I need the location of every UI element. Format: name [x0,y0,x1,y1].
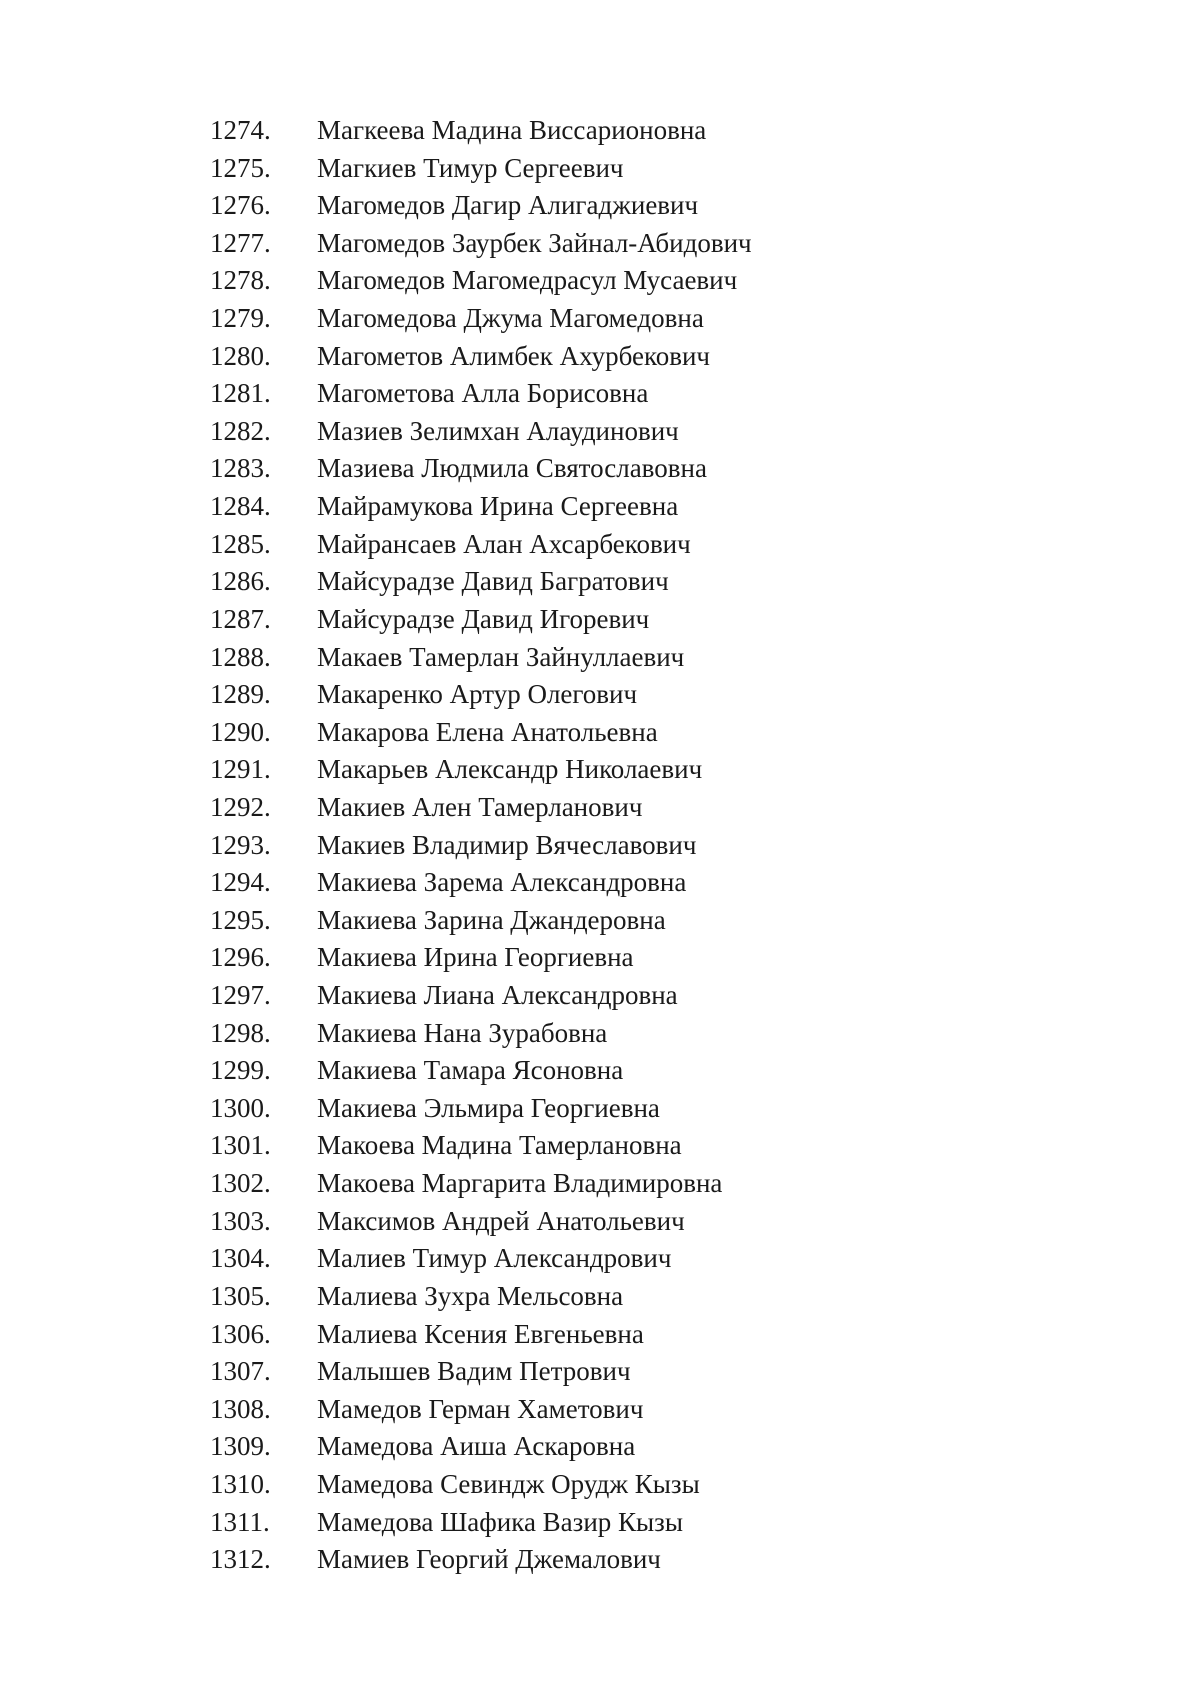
item-number: 1288. [210,641,271,672]
item-number: 1302. [210,1168,271,1199]
item-full-name: Макиева Нана Зурабовна [317,1017,608,1048]
item-number: 1287. [210,603,271,634]
item-number: 1292. [210,791,271,822]
item-full-name: Макаренко Артур Олегович [317,679,638,710]
item-number: 1298. [210,1017,271,1048]
list-item [0,1278,752,1316]
item-number: 1277. [210,227,271,258]
item-number: 1276. [210,190,271,221]
item-full-name: Макарьев Александр Николаевич [317,754,703,785]
list-item [0,1203,752,1241]
item-number: 1283. [210,453,271,484]
item-number: 1299. [210,1055,271,1086]
item-number: 1294. [210,867,271,898]
list-item [0,413,752,451]
item-full-name: Макиева Зарема Александровна [317,867,687,898]
list-item [0,1428,752,1466]
list-item [0,751,752,789]
item-number: 1300. [210,1092,271,1123]
item-full-name: Магометова Алла Борисовна [317,378,649,409]
item-number: 1286. [210,566,271,597]
item-number: 1280. [210,340,271,371]
list-item [0,939,752,977]
item-number: 1274. [210,115,271,145]
item-number: 1296. [210,942,271,973]
item-number: 1278. [210,265,271,296]
item-full-name: Макоева Маргарита Владимировна [317,1168,723,1199]
item-full-name: Мамедова Севиндж Орудж Кызы [317,1468,700,1499]
list-item [0,1127,752,1165]
item-full-name: Макиева Зарина Джандеровна [317,904,666,935]
item-full-name: Майсурадзе Давид Игоревич [317,603,650,634]
item-full-name: Макиева Тамара Ясоновна [317,1055,624,1086]
item-full-name: Макиев Владимир Вячеславович [317,829,697,860]
item-number: 1305. [210,1280,271,1311]
list-item [0,1466,752,1504]
list-item [0,827,752,865]
list-item [0,1240,752,1278]
item-number: 1279. [210,303,271,334]
list-item [0,300,752,338]
list-item [0,187,752,225]
item-number: 1295. [210,904,271,935]
list-item [0,676,752,714]
item-number: 1306. [210,1318,271,1349]
item-number: 1275. [210,152,271,183]
list-item [0,1090,752,1128]
list-item [0,789,752,827]
item-full-name: Мамедова Шафика Вазир Кызы [317,1506,683,1537]
list-item [0,714,752,752]
item-full-name: Макарова Елена Анатольевна [317,716,658,747]
item-full-name: Мазиева Людмила Святославовна [317,453,707,484]
item-number: 1293. [210,829,271,860]
item-number: 1281. [210,378,271,409]
item-full-name: Макиев Ален Тамерланович [317,791,643,822]
list-item [0,112,752,150]
item-full-name: Малышев Вадим Петрович [317,1356,631,1387]
item-full-name: Малиева Ксения Евгеньевна [317,1318,644,1349]
list-item [0,864,752,902]
item-full-name: Магкиев Тимур Сергеевич [317,152,624,183]
list-item [0,902,752,940]
item-number: 1285. [210,528,271,559]
list-item [0,563,752,601]
numbered-name-list [0,112,752,1579]
list-item [0,262,752,300]
item-number: 1289. [210,679,271,710]
item-number: 1310. [210,1468,271,1499]
item-number: 1312. [210,1544,271,1575]
list-item [0,375,752,413]
item-number: 1297. [210,980,271,1011]
item-number: 1303. [210,1205,271,1236]
item-number: 1291. [210,754,271,785]
item-number: 1308. [210,1393,271,1424]
item-number: 1311. [210,1506,270,1537]
item-full-name: Магомедов Магомедрасул Мусаевич [317,265,738,296]
list-item [0,488,752,526]
item-full-name: Магомедов Дагир Алигаджиевич [317,190,699,221]
item-full-name: Мамедова Аиша Аскаровна [317,1431,636,1462]
item-full-name: Магомедов Заурбек Зайнал-Абидович [317,227,752,258]
item-number: 1301. [210,1130,271,1161]
list-item [0,1391,752,1429]
item-full-name: Макоева Мадина Тамерлановна [317,1130,682,1161]
item-number: 1304. [210,1243,271,1274]
item-full-name: Майсурадзе Давид Багратович [317,566,669,597]
list-item [0,1015,752,1053]
list-item [0,1316,752,1354]
item-number: 1309. [210,1431,271,1462]
item-full-name: Магометов Алимбек Ахурбекович [317,340,710,371]
item-full-name: Максимов Андрей Анатольевич [317,1205,685,1236]
item-full-name: Магомедова Джума Магомедовна [317,303,704,334]
item-full-name: Макаев Тамерлан Зайнуллаевич [317,641,685,672]
list-item [0,150,752,188]
list-item [0,338,752,376]
list-item [0,1165,752,1203]
list-item [0,1353,752,1391]
item-full-name: Макиева Эльмира Георгиевна [317,1092,660,1123]
list-item [0,1541,752,1579]
item-full-name: Майрамукова Ирина Сергеевна [317,491,679,522]
item-full-name: Малиев Тимур Александрович [317,1243,672,1274]
item-number: 1282. [210,415,271,446]
list-item [0,639,752,677]
list-item [0,225,752,263]
list-item [0,1052,752,1090]
item-full-name: Майрансаев Алан Ахсарбекович [317,528,691,559]
item-full-name: Макиева Лиана Александровна [317,980,678,1011]
list-item [0,450,752,488]
list-item [0,601,752,639]
item-number: 1284. [210,491,271,522]
list-item [0,526,752,564]
item-full-name: Мазиев Зелимхан Алаудинович [317,415,679,446]
item-full-name: Малиева Зухра Мельсовна [317,1280,624,1311]
list-item [0,1504,752,1542]
list-item [0,977,752,1015]
item-full-name: Мамиев Георгий Джемалович [317,1544,661,1575]
item-number: 1290. [210,716,271,747]
item-full-name: Магкеева Мадина Виссарионовна [317,115,707,145]
item-full-name: Мамедов Герман Хаметович [317,1393,644,1424]
item-full-name: Макиева Ирина Георгиевна [317,942,634,973]
item-number: 1307. [210,1356,271,1387]
